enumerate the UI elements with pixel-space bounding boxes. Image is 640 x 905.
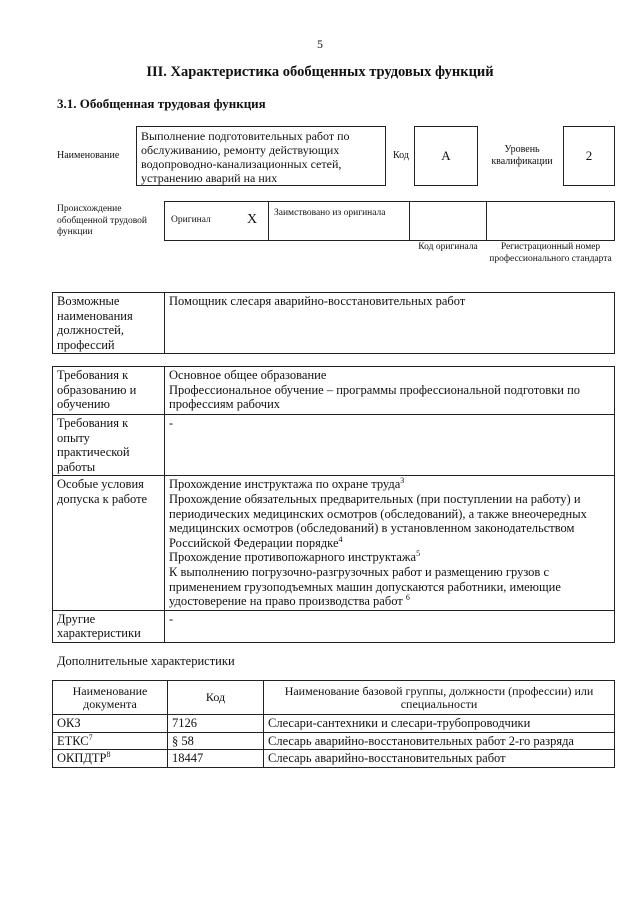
experience-value: - [165, 415, 615, 476]
experience-label: Требования к опыту практической работы [53, 415, 165, 476]
education-line: Основное общее образование [169, 368, 327, 382]
condition-item: Прохождение противопожарного инструктажа$^5$ [169, 549, 421, 565]
subsection-title: 3.1. Обобщенная трудовая функция [57, 96, 266, 111]
origin-label: Происхождение обобщенной трудовой функции [57, 204, 147, 237]
level-value: 2 [585, 148, 593, 163]
other-row [53, 610, 615, 642]
original-mark: X [247, 212, 258, 227]
name-label: Наименование [57, 150, 120, 161]
conditions-value [165, 476, 615, 610]
function-name-box [136, 126, 386, 186]
table-row [53, 715, 615, 733]
conditions-row [53, 476, 615, 610]
condition-item: К выполнению погрузочно-разгрузочных работ и размещению грузов с применением грузоподъемных машин допускаются работники, имеющие удостоверение на право производства работ $^6$ [169, 564, 561, 609]
conditions-label: Особые условия допуска к работе [53, 476, 165, 610]
code-original-caption: Код оригинала [418, 242, 478, 252]
table-row [53, 732, 615, 750]
origin-code-box [409, 201, 487, 241]
function-name-value: Выполнение подготовительных работ по обслуживанию, ремонту действующих водопроводно-канализационных сетей, устранению аварий на них [141, 129, 350, 185]
row-code: 18447 [168, 750, 264, 768]
additional-table [52, 680, 615, 768]
positions-value: Помощник слесаря аварийно-восстановительных работ [165, 293, 615, 354]
condition-item: Прохождение обязательных предварительных (при поступлении на работу) и периодических медицинских осмотров (обследований), а также внеочередных медицинских осмотров (обследований) в установленном законодательством Российской Федерации порядке$^4$ [169, 491, 587, 550]
origin-borrowed-box [268, 201, 410, 241]
origin-reg-box [486, 201, 615, 241]
additional-heading: Дополнительные характеристики [57, 654, 235, 668]
level-box [563, 126, 615, 186]
row-code: 7126 [168, 715, 264, 733]
footnote-ref: 3 [400, 476, 405, 486]
function-code-value: A [441, 148, 451, 163]
requirements-table [52, 366, 615, 643]
header-name: Наименование базовой группы, должности (профессии) или специальности [264, 681, 615, 715]
footnote-ref: 4 [338, 534, 343, 544]
education-label: Требования к образованию и обучению [53, 367, 165, 415]
footnote-ref: 7 [88, 732, 93, 742]
row-document: ЕТКС$^7$ [53, 732, 168, 750]
row-document: ОКЗ [53, 715, 168, 733]
header-document: Наименование документа [53, 681, 168, 715]
table-header-row [53, 681, 615, 715]
education-row [53, 367, 615, 415]
table-row [53, 750, 615, 768]
other-label: Другие характеристики [53, 610, 165, 642]
level-label: Уровень квалификации [491, 144, 553, 167]
footnote-ref: 8 [106, 750, 111, 760]
positions-label: Возможные наименования должностей, профессий [53, 293, 165, 354]
positions-table [52, 292, 615, 354]
original-label: Оригинал [171, 215, 211, 225]
row-document: ОКПДТР$^8$ [53, 750, 168, 768]
other-value: - [165, 610, 615, 642]
footnote-ref: 5 [416, 549, 421, 559]
code-label: Код [393, 150, 409, 161]
row-name: Слесарь аварийно-восстановительных работ [264, 750, 615, 768]
experience-row [53, 415, 615, 476]
positions-row [53, 293, 615, 354]
section-title: III. Характеристика обобщенных трудовых функций [146, 64, 494, 80]
borrowed-label: Заимствовано из оригинала [274, 208, 386, 218]
row-name: Слесари-сантехники и слесари-трубопроводчики [264, 715, 615, 733]
education-line: Профессиональное обучение – программы профессиональной подготовки по профессиям рабочих [169, 382, 581, 412]
condition-item: Прохождение инструктажа по охране труда$^3$ [169, 476, 405, 492]
row-code: § 58 [168, 732, 264, 750]
education-value [165, 367, 615, 415]
origin-original-box [164, 201, 269, 241]
footnote-ref: 6 [405, 592, 410, 602]
header-code: Код [168, 681, 264, 715]
function-code-box [414, 126, 478, 186]
reg-number-caption: Регистрационный номер профессионального стандарта [489, 242, 612, 264]
page-number: 5 [317, 37, 323, 51]
row-name: Слесарь аварийно-восстановительных работ 2-го разряда [264, 732, 615, 750]
